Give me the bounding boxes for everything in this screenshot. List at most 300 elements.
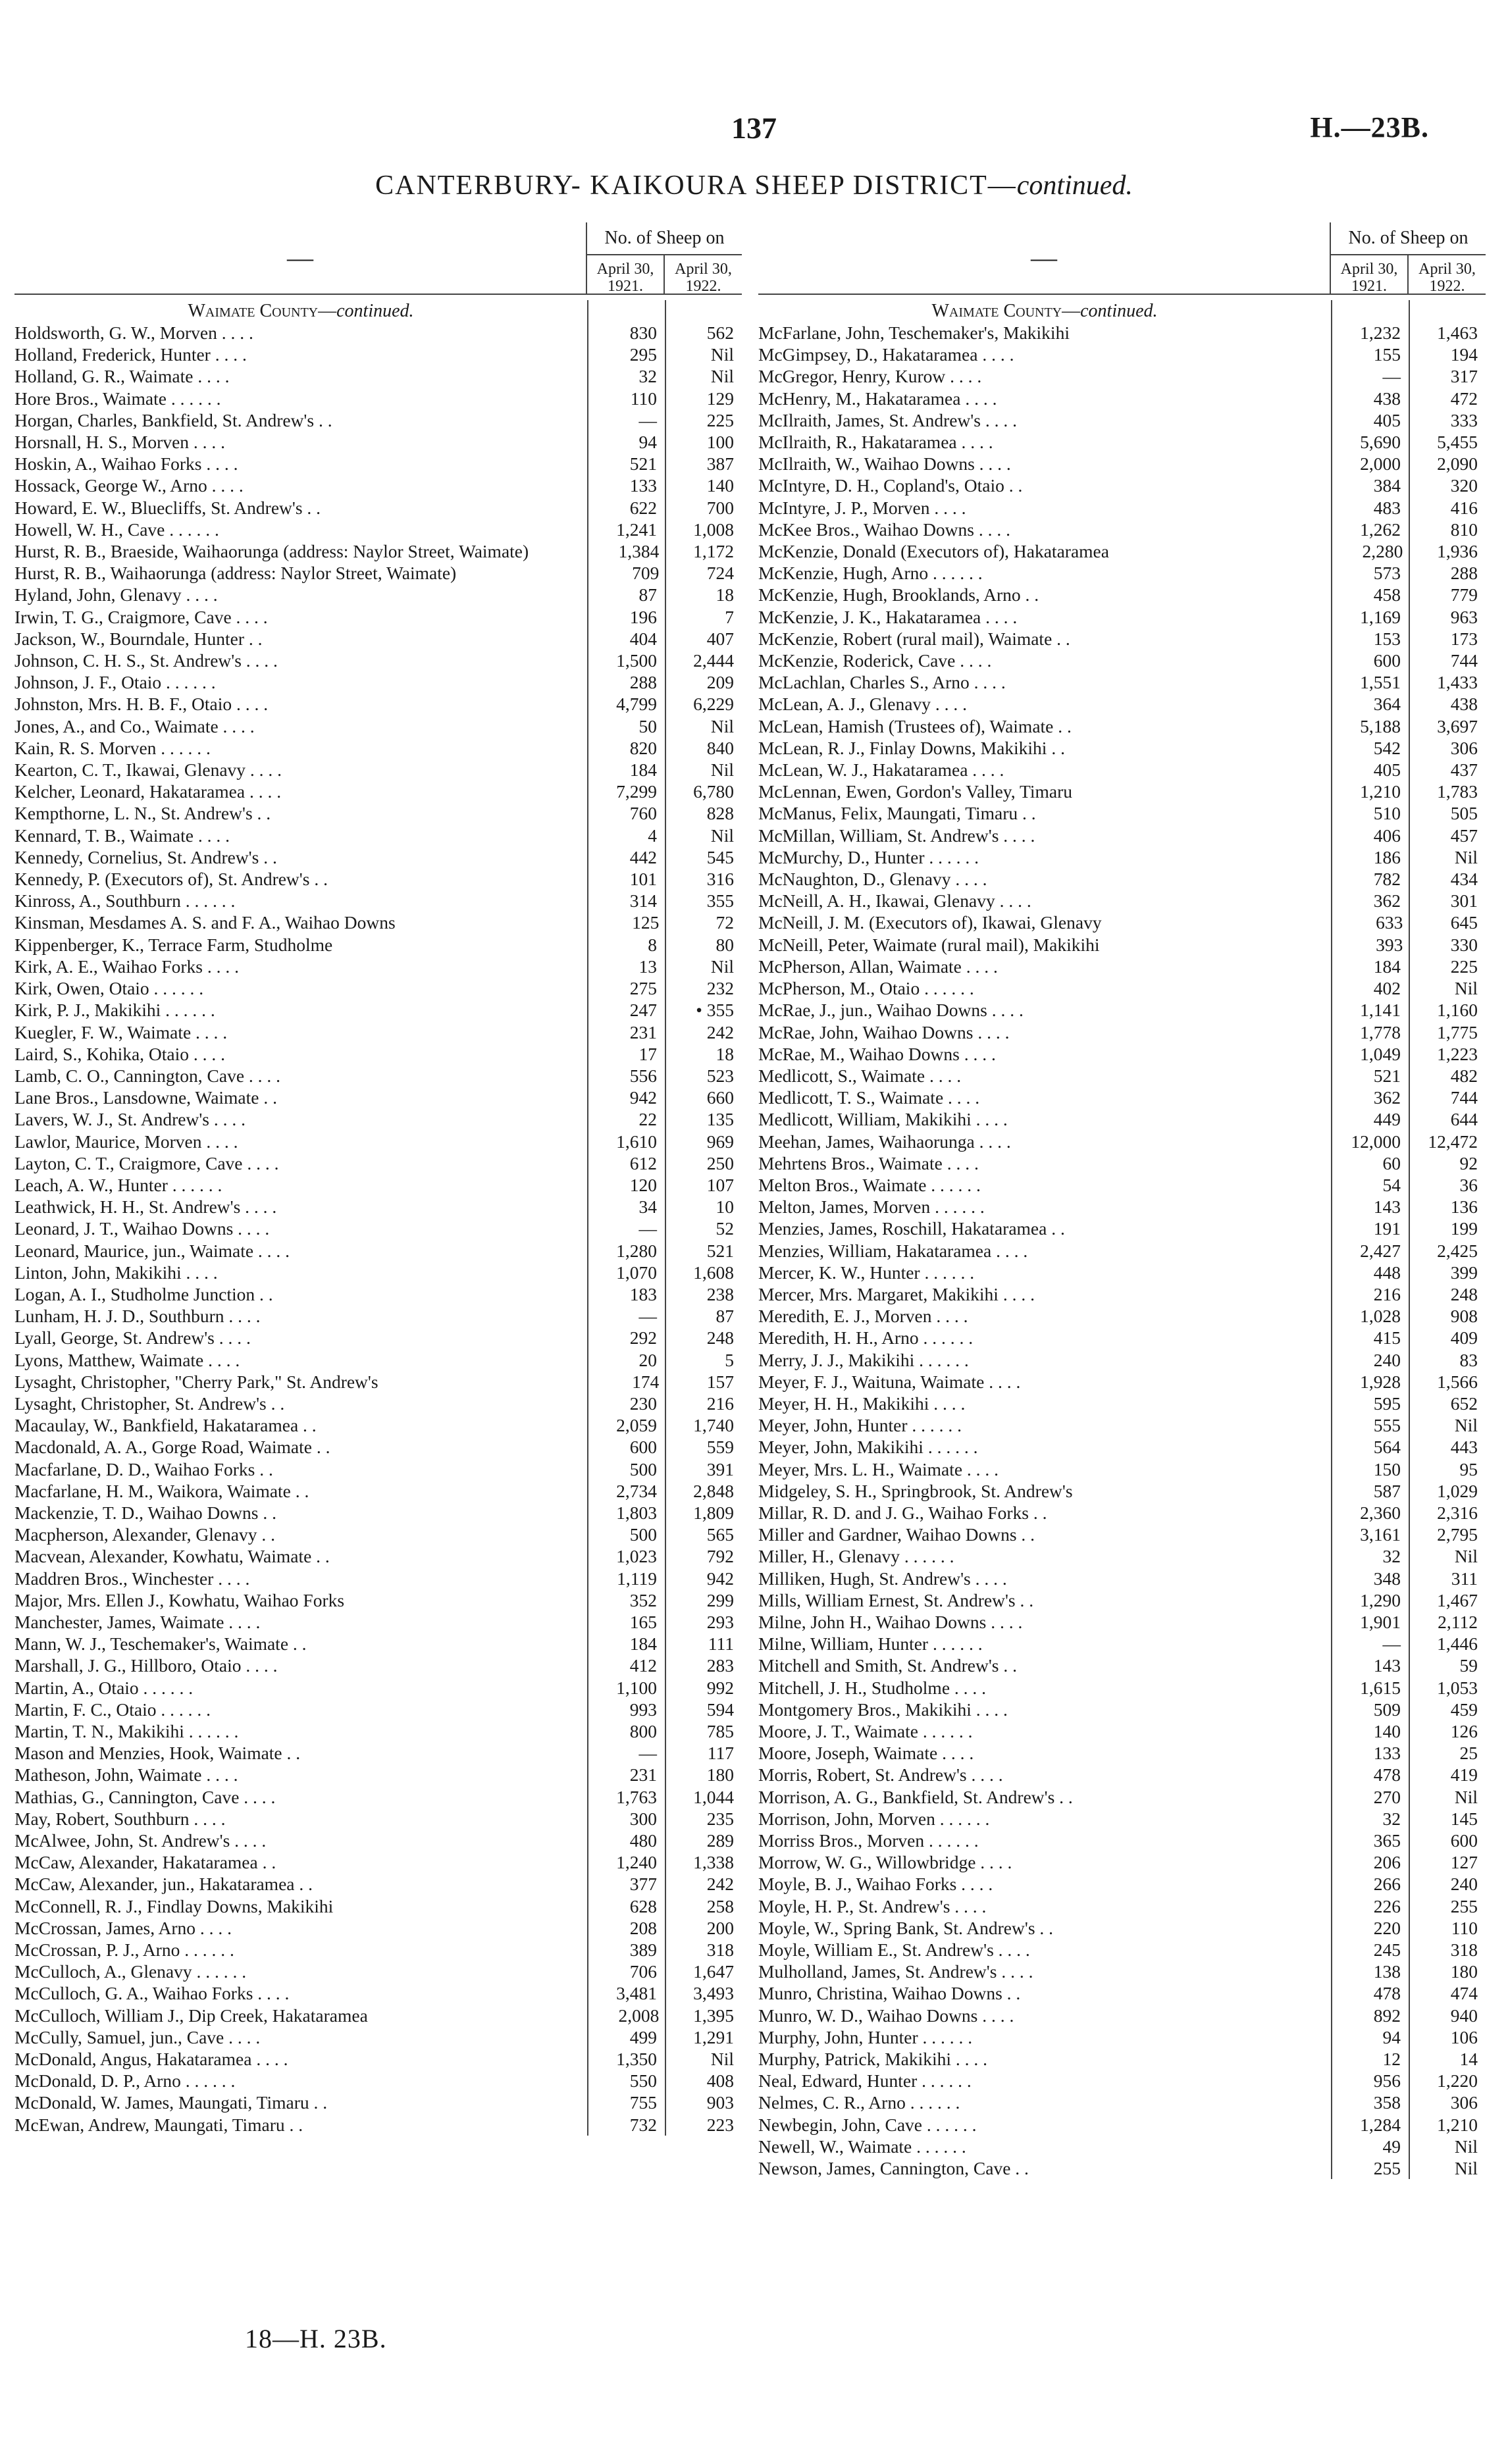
owner-name: Moore, J. T., Waimate . . . . . . <box>758 1721 973 1741</box>
owner-name: McAlwee, John, St. Andrew's . . . . <box>14 1830 267 1851</box>
sheep-count-1922: 12,472 <box>1428 1131 1478 1152</box>
table-row <box>758 1480 1486 1502</box>
sheep-count-1922: Nil <box>710 825 734 846</box>
sheep-count-1922: 232 <box>706 978 734 999</box>
table-row <box>758 1677 1486 1699</box>
table-row <box>14 344 742 365</box>
owner-name: McLennan, Ewen, Gordon's Valley, Timaru <box>758 781 1072 802</box>
sheep-count-1922: 95 <box>1459 1458 1478 1479</box>
owner-name: McCulloch, William J., Dip Creek, Hakataramea <box>14 2005 368 2026</box>
table-row <box>758 737 1486 759</box>
sheep-count-1921: 709 <box>632 563 660 584</box>
sheep-count-1922: 660 <box>706 1087 734 1108</box>
sheep-count-1922: 457 <box>1450 825 1478 846</box>
sheep-count-1922: 311 <box>1451 1568 1478 1589</box>
sheep-count-1922: 225 <box>706 409 734 430</box>
year-1922-header <box>665 255 742 295</box>
table-row <box>758 2048 1486 2070</box>
sheep-count-1921: 155 <box>1373 344 1401 365</box>
sheep-count-1922: 840 <box>706 737 734 758</box>
footer-code: 18—H. 23B. <box>245 2324 387 2353</box>
owner-name: Moore, Joseph, Waimate . . . . <box>758 1743 974 1764</box>
table-row <box>14 1699 742 1720</box>
table-row <box>14 1677 742 1699</box>
sheep-count-1922: 106 <box>1450 2026 1478 2047</box>
table-row <box>14 540 742 562</box>
sheep-count-1922: 1,783 <box>1437 781 1478 802</box>
sheep-count-1921: 1,240 <box>616 1852 657 1873</box>
sheep-count-1921: 231 <box>629 1021 657 1042</box>
owner-name: Milne, William, Hunter . . . . . . <box>758 1633 983 1655</box>
table-row <box>14 322 742 344</box>
sheep-count-1922: Nil <box>710 366 734 387</box>
sheep-count-1922: 110 <box>1451 1917 1478 1938</box>
sheep-count-1921: 32 <box>638 366 657 387</box>
sheep-count-1922: 135 <box>706 1109 734 1130</box>
owner-name: Meehan, James, Waihaorunga . . . . <box>758 1131 1011 1152</box>
sheep-count-1922: 505 <box>1450 803 1478 824</box>
table-row <box>758 431 1486 453</box>
table-row <box>758 1961 1486 1982</box>
owner-name: Mathias, G., Cannington, Cave . . . . <box>14 1786 276 1807</box>
table-row <box>14 1742 742 1764</box>
table-row <box>758 759 1486 781</box>
table-row <box>758 1371 1486 1393</box>
owner-name: Medlicott, S., Waimate . . . . <box>758 1065 962 1086</box>
sheep-count-1922: 1,395 <box>693 2005 734 2026</box>
table-row <box>758 1589 1486 1611</box>
table-row <box>14 1808 742 1830</box>
sheep-header-title: No. of Sheep on <box>587 222 742 255</box>
sheep-count-1921: 270 <box>1373 1786 1401 1807</box>
sheep-count-1921: 150 <box>1373 1458 1401 1479</box>
owner-name: Holdsworth, G. W., Morven . . . . <box>14 322 253 343</box>
sheep-count-1921: 942 <box>629 1087 657 1108</box>
owner-name: McKenzie, Roderick, Cave . . . . <box>758 650 992 671</box>
sheep-count-1921: 362 <box>1373 1087 1401 1108</box>
owner-name: Kennedy, Cornelius, St. Andrew's . . <box>14 846 277 867</box>
sheep-count-1921: 458 <box>1373 584 1401 605</box>
sheep-count-1921: 60 <box>1382 1152 1401 1173</box>
owner-name: McEwan, Andrew, Maungati, Timaru . . <box>14 2114 303 2135</box>
sheep-count-1921: 94 <box>638 432 657 453</box>
owner-name: McDonald, Angus, Hakataramea . . . . <box>14 2049 288 2070</box>
table-row <box>758 1196 1486 1218</box>
sheep-count-1921: 5,690 <box>1360 432 1401 453</box>
table-row <box>758 1327 1486 1348</box>
sheep-count-1921: 184 <box>1373 956 1401 977</box>
sheep-count-1921: 1,169 <box>1360 606 1401 627</box>
county-heading <box>758 300 1331 322</box>
owner-name: Linton, John, Makikihi . . . . <box>14 1262 218 1283</box>
sheep-count-1922: 407 <box>706 628 734 649</box>
owner-name: Johnston, Mrs. H. B. F., Otaio . . . . <box>14 694 269 715</box>
sheep-count-1922: Nil <box>1454 1786 1478 1807</box>
sheep-count-1921: 120 <box>629 1174 657 1195</box>
table-row <box>758 388 1486 409</box>
table-row <box>14 1524 742 1545</box>
table-row <box>758 693 1486 715</box>
table-row <box>14 475 742 496</box>
table-row <box>14 1939 742 1961</box>
sheep-count-1921: 365 <box>1373 1830 1401 1851</box>
sheep-count-header <box>1331 222 1486 294</box>
sheep-count-1921: 1,049 <box>1360 1043 1401 1064</box>
table-row <box>14 1087 742 1108</box>
table-row <box>14 1851 742 1873</box>
sheep-count-1921: 191 <box>1373 1218 1401 1239</box>
owner-name: Moyle, William E., St. Andrew's . . . . <box>758 1939 1030 1961</box>
table-row <box>758 1065 1486 1087</box>
owner-name: McRae, M., Waihao Downs . . . . <box>758 1043 996 1064</box>
sheep-count-1921: 17 <box>638 1043 657 1064</box>
owner-name: Matheson, John, Waimate . . . . <box>14 1764 238 1785</box>
table-row <box>758 1174 1486 1196</box>
owner-name: McNeill, J. M. (Executors of), Ikawai, Glenavy <box>758 912 1102 933</box>
owner-name: McIlraith, W., Waihao Downs . . . . <box>758 453 1011 475</box>
sheep-count-1921: 438 <box>1373 388 1401 409</box>
table-row <box>758 1873 1486 1895</box>
name-header-dash: — <box>287 243 313 272</box>
sheep-count-1922: 992 <box>706 1677 734 1698</box>
year-1921-line1: April 30, <box>596 261 654 278</box>
owner-name: Miller and Gardner, Waihao Downs . . <box>758 1524 1035 1545</box>
table-row <box>14 802 742 824</box>
sheep-count-1921: 275 <box>629 978 657 999</box>
owner-name: Hossack, George W., Arno . . . . <box>14 475 244 496</box>
sheep-count-1921: 2,734 <box>616 1480 657 1501</box>
sheep-count-1921: 220 <box>1373 1917 1401 1938</box>
sheep-count-1922: 59 <box>1459 1655 1478 1676</box>
table-row <box>758 1545 1486 1567</box>
owner-name: Meredith, E. J., Morven . . . . <box>758 1306 968 1327</box>
table-row <box>14 628 742 650</box>
sheep-count-1921: 1,141 <box>1360 1000 1401 1021</box>
right-table-header <box>758 222 1486 295</box>
sheep-count-1921: 1,119 <box>617 1568 657 1589</box>
sheep-count-1922: 194 <box>1450 344 1478 365</box>
owner-name: Meyer, Mrs. L. H., Waimate . . . . <box>758 1458 999 1479</box>
sheep-count-1921: 633 <box>1376 912 1403 933</box>
sheep-count-1921: 4 <box>648 825 657 846</box>
owner-name: Jones, A., and Co., Waimate . . . . <box>14 715 255 736</box>
sheep-count-1922: 333 <box>1450 409 1478 430</box>
sheep-count-1921: 442 <box>629 846 657 867</box>
owner-name: Howell, W. H., Cave . . . . . . <box>14 519 219 540</box>
sheep-count-1921: 1,350 <box>616 2049 657 2070</box>
sheep-count-1922: 157 <box>706 1371 734 1392</box>
sheep-count-1921: 564 <box>1373 1437 1401 1458</box>
table-row <box>758 1043 1486 1065</box>
sheep-count-1921: 2,427 <box>1360 1240 1401 1261</box>
sheep-count-1922: 83 <box>1459 1349 1478 1370</box>
table-row <box>14 1961 742 1982</box>
sheep-count-1921: 892 <box>1373 2005 1401 2026</box>
sheep-count-1921: 412 <box>629 1655 657 1676</box>
owner-name: McKenzie, Donald (Executors of), Hakataramea <box>758 541 1109 562</box>
sheep-count-1921: 12 <box>1382 2049 1401 2070</box>
sheep-count-1921: 595 <box>1373 1393 1401 1414</box>
owner-name: McMurchy, D., Hunter . . . . . . <box>758 846 979 867</box>
table-row <box>14 1283 742 1305</box>
sheep-count-1922: 1,291 <box>693 2026 734 2047</box>
owner-name: McFarlane, John, Teschemaker's, Makikihi <box>758 322 1070 343</box>
table-row <box>14 825 742 846</box>
sheep-count-1922: 248 <box>1450 1283 1478 1304</box>
sheep-count-1922: 180 <box>706 1764 734 1785</box>
owner-name: Kennedy, P. (Executors of), St. Andrew's . . <box>14 869 328 890</box>
owner-name: Kinross, A., Southburn . . . . . . <box>14 890 236 911</box>
sheep-count-1922: 209 <box>706 672 734 693</box>
sheep-count-1922: 288 <box>1450 563 1478 584</box>
sheep-count-1922: 242 <box>706 1021 734 1042</box>
owner-name: McCulloch, A., Glenavy . . . . . . <box>14 1961 247 1982</box>
owner-name: Neal, Edward, Hunter . . . . . . <box>758 2070 972 2092</box>
owner-name: Moyle, W., Spring Bank, St. Andrew's . . <box>758 1917 1054 1938</box>
owner-name: Kirk, Owen, Otaio . . . . . . <box>14 978 204 999</box>
owner-name: Macvean, Alexander, Kowhatu, Waimate . . <box>14 1546 330 1567</box>
sheep-count-1921: 184 <box>629 1633 657 1655</box>
owner-name: McHenry, M., Hakataramea . . . . <box>758 388 997 409</box>
sheep-count-1922: Nil <box>1454 1415 1478 1436</box>
owner-name: McCrossan, P. J., Arno . . . . . . <box>14 1939 234 1961</box>
year-1922-header <box>1409 255 1486 295</box>
sheep-count-1922: 1,463 <box>1437 322 1478 343</box>
table-row <box>14 2005 742 2026</box>
table-row <box>14 1589 742 1611</box>
owner-name: Macfarlane, H. M., Waikora, Waimate . . <box>14 1480 309 1501</box>
sheep-count-1921: 499 <box>629 2026 657 2047</box>
sheep-count-1922: 5 <box>725 1349 734 1370</box>
sheep-count-1922: 600 <box>1450 1830 1478 1851</box>
table-row <box>14 759 742 781</box>
table-row <box>14 409 742 431</box>
owner-name: McMillan, William, St. Andrew's . . . . <box>758 825 1035 846</box>
sheep-count-1922: 255 <box>1450 1895 1478 1916</box>
table-row <box>758 2092 1486 2113</box>
table-row <box>758 2026 1486 2048</box>
sheep-count-1922: 355 <box>706 890 734 911</box>
owner-name: McGregor, Henry, Kurow . . . . <box>758 366 982 387</box>
owner-name: McNaughton, D., Glenavy . . . . <box>758 869 987 890</box>
document-title <box>0 170 1508 201</box>
sheep-count-1921: 300 <box>629 1808 657 1829</box>
owner-name: Logan, A. I., Studholme Junction . . <box>14 1283 273 1304</box>
owner-name: McKenzie, J. K., Hakataramea . . . . <box>758 606 1018 627</box>
sheep-count-1921: 240 <box>1373 1349 1401 1370</box>
table-row <box>14 388 742 409</box>
sheep-count-1921: 364 <box>1373 694 1401 715</box>
table-row <box>14 1895 742 1917</box>
owner-name: Merry, J. J., Makikihi . . . . . . <box>758 1349 969 1370</box>
owner-name: McCaw, Alexander, Hakataramea . . <box>14 1852 276 1873</box>
table-row <box>14 1174 742 1196</box>
owner-name: Kinsman, Mesdames A. S. and F. A., Waihao Downs <box>14 912 396 933</box>
sheep-count-1922: 565 <box>706 1524 734 1545</box>
table-row <box>758 715 1486 737</box>
sheep-count-1921: 12,000 <box>1351 1131 1401 1152</box>
sheep-count-1922: 111 <box>708 1633 734 1655</box>
table-row <box>14 956 742 977</box>
sheep-count-1922: 1,446 <box>1437 1633 1478 1655</box>
owner-name: Maddren Bros., Winchester . . . . <box>14 1568 250 1589</box>
county-continued: continued. <box>1080 301 1158 321</box>
sheep-header-title: No. of Sheep on <box>1331 222 1486 255</box>
owner-name: McNeill, Peter, Waimate (rural mail), Makikihi <box>758 934 1100 955</box>
sheep-count-1921: 1,262 <box>1360 519 1401 540</box>
sheep-count-1922: 963 <box>1450 606 1478 627</box>
sheep-count-1922: 180 <box>1450 1961 1478 1982</box>
sheep-count-1921: 110 <box>630 388 657 409</box>
table-row <box>758 1851 1486 1873</box>
sheep-count-1921: 600 <box>1373 650 1401 671</box>
table-row <box>758 1633 1486 1655</box>
sheep-count-1921: 255 <box>1373 2158 1401 2179</box>
sheep-count-1921: 478 <box>1373 1983 1401 2004</box>
owner-name: Martin, A., Otaio . . . . . . <box>14 1677 194 1698</box>
sheep-count-1922: 318 <box>706 1939 734 1961</box>
sheep-count-1922: 80 <box>715 934 734 955</box>
table-row <box>758 1720 1486 1742</box>
sheep-count-1921: 800 <box>629 1721 657 1741</box>
sheep-count-1921: 550 <box>629 2070 657 2092</box>
sheep-count-1922: 1,223 <box>1437 1043 1478 1064</box>
sheep-count-1921: 1,928 <box>1360 1371 1401 1392</box>
sheep-count-1922: Nil <box>710 715 734 736</box>
table-row <box>14 1873 742 1895</box>
sheep-count-1921: 393 <box>1376 934 1403 955</box>
table-row <box>14 1480 742 1502</box>
sheep-count-1921: 1,241 <box>616 519 657 540</box>
sheep-count-1922: Nil <box>710 2049 734 2070</box>
owner-name: Hurst, R. B., Braeside, Waihaorunga (address: Naylor Street, Waimate) <box>14 541 529 562</box>
table-row <box>14 1021 742 1043</box>
owner-name: Leathwick, H. H., St. Andrew's . . . . <box>14 1196 277 1218</box>
sheep-count-1921: 782 <box>1373 869 1401 890</box>
table-row <box>758 2136 1486 2157</box>
table-row <box>14 1305 742 1327</box>
owner-name: Holland, G. R., Waimate . . . . <box>14 366 230 387</box>
document-code: H.—23B. <box>1310 111 1429 143</box>
sheep-count-1922: 225 <box>1450 956 1478 977</box>
table-row <box>758 1218 1486 1239</box>
sheep-count-1922: Nil <box>1454 978 1478 999</box>
sheep-count-1922: 459 <box>1450 1699 1478 1720</box>
sheep-count-1922: 18 <box>715 1043 734 1064</box>
table-row <box>758 868 1486 890</box>
sheep-count-1922: 1,775 <box>1437 1021 1478 1042</box>
sheep-count-1921: 153 <box>1373 628 1401 649</box>
table-row <box>758 2070 1486 2092</box>
sheep-count-1922: 242 <box>706 1874 734 1895</box>
owner-name: McIntyre, J. P., Morven . . . . <box>758 497 966 518</box>
sheep-count-1921: 402 <box>1373 978 1401 999</box>
table-row <box>758 890 1486 911</box>
table-row <box>758 956 1486 977</box>
sheep-count-1922: 5,455 <box>1437 432 1478 453</box>
sheep-count-1921: 358 <box>1373 2092 1401 2113</box>
owner-name: Layton, C. T., Craigmore, Cave . . . . <box>14 1152 279 1173</box>
owner-name: Marshall, J. G., Hillboro, Otaio . . . . <box>14 1655 278 1676</box>
owner-name: Howard, E. W., Bluecliffs, St. Andrew's . . <box>14 497 321 518</box>
owner-name: McKenzie, Hugh, Arno . . . . . . <box>758 563 983 584</box>
sheep-count-1922: 283 <box>706 1655 734 1676</box>
table-row <box>758 1349 1486 1371</box>
owner-name: Leonard, Maurice, jun., Waimate . . . . <box>14 1240 290 1261</box>
sheep-count-1922: 299 <box>706 1589 734 1610</box>
table-row <box>14 1545 742 1567</box>
owner-name: McLean, W. J., Hakataramea . . . . <box>758 759 1004 781</box>
table-row <box>14 365 742 387</box>
sheep-count-1922: 36 <box>1459 1174 1478 1195</box>
table-row <box>758 1524 1486 1545</box>
table-row <box>758 540 1486 562</box>
owner-name: McCully, Samuel, jun., Cave . . . . <box>14 2026 261 2047</box>
table-row <box>14 431 742 453</box>
right-table <box>758 222 1486 2179</box>
sheep-count-1921: 820 <box>629 737 657 758</box>
name-header-dash: — <box>1031 243 1057 272</box>
table-row <box>758 1283 1486 1305</box>
table-row <box>14 1218 742 1239</box>
sheep-count-1921: 760 <box>629 803 657 824</box>
sheep-count-1922: 72 <box>715 912 734 933</box>
sheep-count-1921: 1,210 <box>1360 781 1401 802</box>
sheep-count-1921: 1,284 <box>1360 2114 1401 2135</box>
sheep-count-1922: Nil <box>710 759 734 781</box>
sheep-count-1921: 1,232 <box>1360 322 1401 343</box>
year-1922-line1: April 30, <box>675 261 732 278</box>
owner-name: Mulholland, James, St. Andrew's . . . . <box>758 1961 1033 1982</box>
sheep-count-1922: 1,467 <box>1437 1589 1478 1610</box>
owner-name: Mercer, Mrs. Margaret, Makikihi . . . . <box>758 1283 1035 1304</box>
table-row <box>758 1611 1486 1633</box>
sheep-count-1921: — <box>1382 1633 1401 1655</box>
table-row <box>758 1808 1486 1830</box>
sheep-count-1921: 521 <box>1373 1065 1401 1086</box>
owner-name: Leach, A. W., Hunter . . . . . . <box>14 1174 222 1195</box>
sheep-count-1921: 521 <box>629 453 657 475</box>
owner-name: Montgomery Bros., Makikihi . . . . <box>758 1699 1008 1720</box>
sheep-count-1922: 320 <box>1450 475 1478 496</box>
sheep-count-1922: 391 <box>706 1458 734 1479</box>
owner-name: Meyer, F. J., Waituna, Waimate . . . . <box>758 1371 1021 1392</box>
table-row <box>758 781 1486 802</box>
owner-name: McRae, John, Waihao Downs . . . . <box>758 1021 1010 1042</box>
left-table-header <box>14 222 742 295</box>
owner-name: Morrison, John, Morven . . . . . . <box>758 1808 990 1829</box>
sheep-count-1922: 559 <box>706 1437 734 1458</box>
sheep-count-1922: 1,029 <box>1437 1480 1478 1501</box>
table-row <box>14 2114 742 2136</box>
sheep-count-1921: 449 <box>1373 1109 1401 1130</box>
sheep-count-1922: 644 <box>1450 1109 1478 1130</box>
sheep-count-1921: 208 <box>629 1917 657 1938</box>
sheep-count-1922: 472 <box>1450 388 1478 409</box>
table-row <box>14 846 742 868</box>
sheep-count-1922: 443 <box>1450 1437 1478 1458</box>
sheep-count-1921: 174 <box>632 1371 660 1392</box>
sheep-count-1921: 1,610 <box>616 1131 657 1152</box>
sheep-count-1922: • 355 <box>696 1000 734 1021</box>
table-row <box>758 999 1486 1021</box>
owner-name: Mackenzie, T. D., Waihao Downs . . <box>14 1502 276 1523</box>
sheep-count-1922: 545 <box>706 846 734 867</box>
table-row <box>14 781 742 802</box>
owner-name: Milne, John H., Waihao Downs . . . . <box>758 1611 1023 1632</box>
name-column-header <box>758 222 1331 294</box>
sheep-count-1922: 2,112 <box>1438 1611 1478 1632</box>
